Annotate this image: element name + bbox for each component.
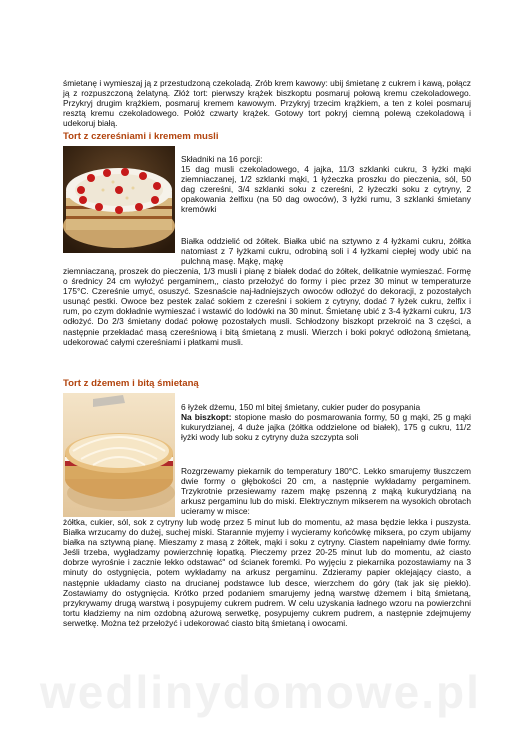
ingredients-intro: 6 łyżek dżemu, 150 ml bitej śmietany, cukier puder do posypania bbox=[181, 402, 421, 412]
watermark: wedlinydomowe.pl bbox=[40, 666, 481, 718]
biscuit-ingredients: stopione masło do posmarowania formy, 50 g mąki, 25 g mąki kukurydzianej, 4 duże jajka (żółtka oddzielone od białek), 175 g cukru, 11/2 łyżki wody lub soku z cytryny duża szczypta soli bbox=[181, 412, 471, 443]
recipe1-method-side: Białka oddzielić od żółtek. Białka ubić na sztywno z 4 łyżkami cukru, żółtka natomiast z 7 łyżkami cukru, odrobiną soli i 4 łyżkami ciepłej wody ubić na pulchną masę. Mąkę, mąkę bbox=[181, 236, 471, 267]
recipe2-ingredients bbox=[181, 402, 471, 442]
recipe2-method: żółtka, cukier, sól, sok z cytryny lub wodę przez 5 minut lub do momentu, aż masa będzie lekka i puszysta. Białka wrzucamy do dużej, suchej miski. Starannie myjemy i wycieramy końcówkę miksera, po czym ubijamy białka na sztywną pianę. Mieszamy z masą z żółtek, mąki i soku z cytryny. Ciastem napełniamy dwie formy. Jeśli trzeba, wygładzamy powierzchnię łopatką. Pieczemy przez 20-25 minut lub do momentu, aż ciasto dobrze wyrośnie i zacznie lekko odstawać" od ścianek foremki. Po wyjęciu z piekarnika pozostawiamy na 3 minuty do ostygnięcia, potem wykładamy na arkusz pergaminu. Zdzieramy papier oklejający ciasto, a następnie układamy ciasto na drucianej podstawce lub desce, wierzchem do góry (tak jak się piekło). Zostawiamy do ostygnięcia. Krótko przed podaniem smarujemy jedną warstwę dżemem i bitą śmietaną, przykrywamy drugą warstwą i posypujemy cukrem pudrem. W celu uzyskania ładnego wzoru na powierzchni tortu kładziemy na nim ozdobną ażurową serwetkę, posypujemy cukrem pudrem, a następnie zdejmujemy serwetkę. Można też przełożyć i udekorować ciasto bitą śmietaną i owocami. bbox=[63, 517, 471, 628]
recipe2-method-side: Rozgrzewamy piekarnik do temperatury 180°C. Lekko smarujemy tłuszczem dwie formy o głębokości 20 cm, a następnie wykładamy pergaminem. Trzykrotnie przesiewamy razem mąkę pszenną z mąką kukurydzianą na arkusz pergaminu lub do miski. Elektrycznym mikserem na wysokich obrotach ucieramy w misce: bbox=[181, 466, 471, 517]
ingredients-list: 15 dag musli czekoladowego, 4 jajka, 11/3 szklanki cukru, 3 łyżki mąki ziemniaczanej, 1/2 szklanki mąki, 1 łyżeczka proszku do pieczenia, sól, 50 dag czereśni, 3/4 szklanki soku z czereśni, 2 łyżeczki soku z cytryny, 2 opakowania żelfixu (na 50 dag owoców), 3 łyżki rumu, 3 szklanki śmietany kremówki bbox=[181, 164, 471, 215]
biscuit-label: Na biszkopt: bbox=[181, 412, 232, 423]
jam-cake-photo bbox=[63, 393, 175, 517]
intro-paragraph: śmietanę i wymieszaj ją z przestudzoną czekoladą. Zrób krem kawowy: ubij śmietanę z cukrem i kawą, połącz ją z rozpuszczoną żelatyną. Złóż tort: pierwszy krążek biszkoptu posmaruj połową kremu czekoladowego. Przykryj drugim krążkiem, posmaruj kremem kawowym. Przykryj trzecim krążkiem, a ten z kolei posmaruj resztą kremu czekoladowego. Połóż czwarty krążek. Gotowy tort pokryj ciemną polewą czekoladową i udekoruj białą. bbox=[63, 78, 471, 129]
recipe-title-cherry-muesli: Tort z czereśniami i kremem musli bbox=[63, 131, 219, 142]
recipe1-ingredients bbox=[181, 154, 471, 215]
recipe-title-jam-cream: Tort z dżemem i bitą śmietaną bbox=[63, 378, 199, 389]
biscuit-ingredients-wrap bbox=[181, 412, 471, 442]
recipe1-method: ziemniaczaną, proszek do pieczenia, 1/3 musli i pianę z białek dodać do żółtek, delikatnie wymieszać. Formę o średnicy 24 cm wyłożyć pergaminem,, ciasto przełożyć do formy i piec przez 30 minut w temperaturze 175°C. Czereśnie umyć, osuszyć. Szesnaście naj-ładniejszych owoców odłożyć do dekoracji, z pozostałych usunąć pestki. Owoce bez pestek zalać sokiem z czereśni i sokiem z cytryny, dodać 7 łyżek cukru, żelfix i rum, po czym dokładnie wymieszać i wstawić do lodówki na 30 minut. Śmietanę ubić z 3-4 łyżkarni cukru, 1/3 odłożyć. Do 2/3 śmietany dodać połowę pozostałych musli. Schłodzony biszkopt przekroić na 3 części, a następnie przekładać masą czereśniową i bitą śmietaną z musli. Wierzch i boki pokryć odłożoną śmietaną, udekorować całymi czereśniami i płatkami musli. bbox=[63, 266, 471, 347]
ingredients-label: Składniki na 16 porcji: bbox=[181, 154, 263, 164]
cherry-cake-photo bbox=[63, 146, 175, 253]
